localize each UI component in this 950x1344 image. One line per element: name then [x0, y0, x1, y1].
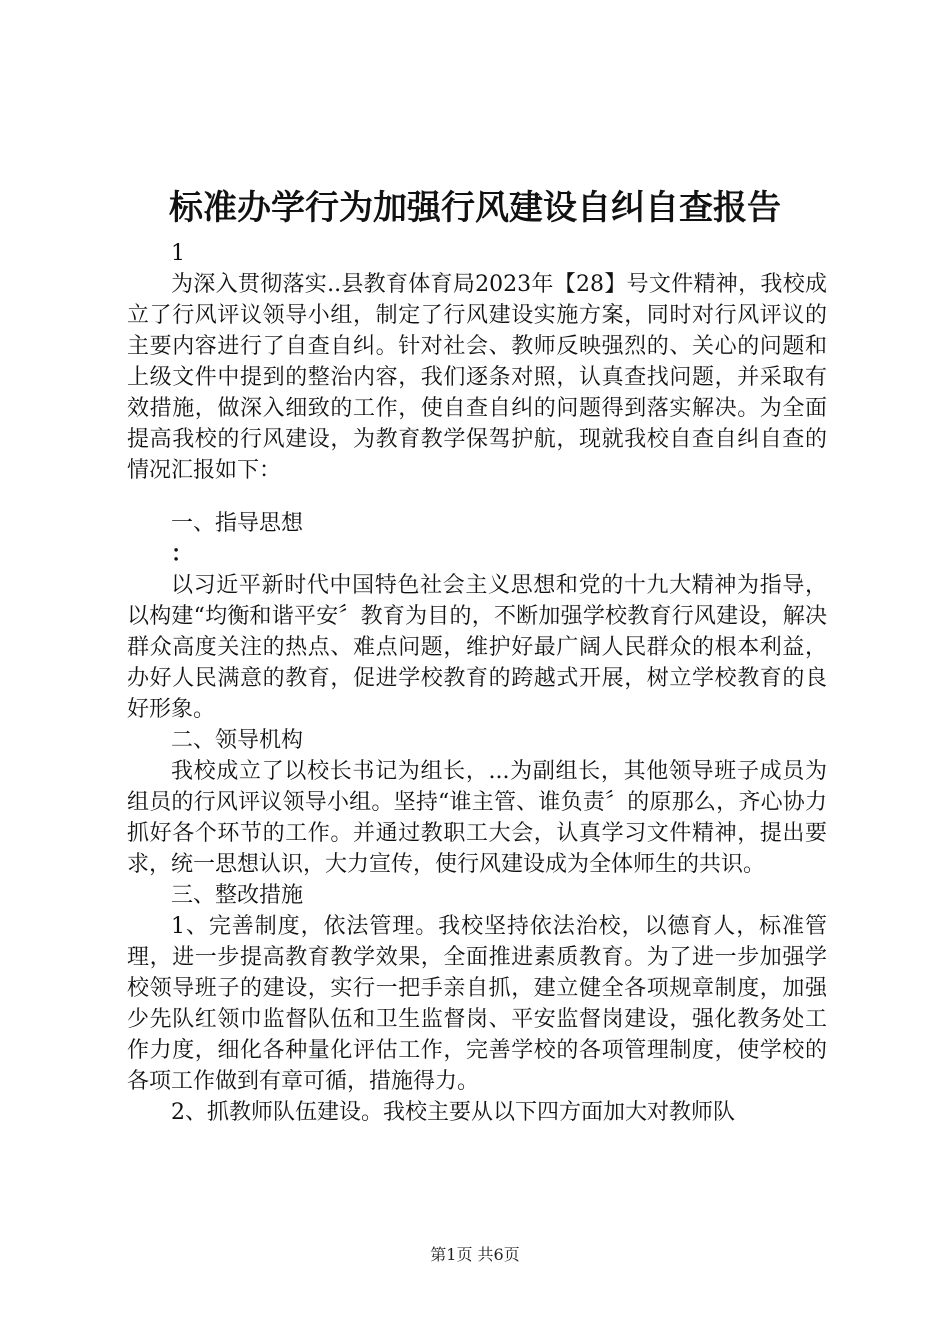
section-heading-guiding-thought: 一、指导思想	[171, 511, 304, 536]
section-heading-measures: 三、整改措施	[171, 883, 304, 908]
measures-paragraph-1: 1、完善制度，依法管理。我校坚持依法治校，以德育人，标准管理，进一步提高教育教学效果，全面推进素质教育。为了进一步加强学校领导班子的建设，实行一把手亲自抓，建立健全各项规章制度，加强少先队红领巾监督队伍和卫生监督岗、平安监督岗建设，强化教务处工作力度，细化各种量化评估工作，完善学校的各项管理制度，使学校的各项工作做到有章可循，措施得力。	[127, 914, 827, 1094]
measures-paragraph-2: 2、抓教师队伍建设。我校主要从以下四方面加大对教师队	[171, 1100, 735, 1125]
section-heading-leadership: 二、领导机构	[171, 728, 304, 753]
leadership-paragraph: 我校成立了以校长书记为组长，...为副组长，其他领导班子成员为组员的行风评议领导小组。坚持“谁主管、谁负责〞的原那么，齐心协力抓好各个环节的工作。并通过教职工大会，认真学习文件精神，提出要求，统一思想认识，大力宣传，使行风建设成为全体师生的共识。	[127, 759, 827, 877]
colon-marker: ：	[171, 541, 194, 567]
document-title: 标准办学行为加强行风建设自纠自查报告	[169, 188, 781, 228]
intro-paragraph: 为深入贯彻落实..县教育体育局2023年【28】号文件精神，我校成立了行风评议领导小组，制定了行风建设实施方案，同时对行风评议的主要内容进行了自查自纠。针对社会、教师反映强烈的、关心的问题和上级文件中提到的整治内容，我们逐条对照，认真查找问题，并采取有效措施，做深入细致的工作，使自查自纠的问题得到落实解决。为全面提高我校的行风建设，为教育教学保驾护航，现就我校自查自纠自查的情况汇报如下：	[127, 272, 827, 483]
guiding-thought-paragraph: 以习近平新时代中国特色社会主义思想和党的十九大精神为指导，以构建“均衡和谐平安〞教育为目的，不断加强学校教育行风建设，解决群众高度关注的热点、难点问题，维护好最广阔人民群众的根本利益，办好人民满意的教育，促进学校教育的跨越式开展，树立学校教育的良好形象。	[127, 573, 827, 722]
document-body	[127, 238, 827, 1128]
section-gap	[127, 486, 827, 508]
number-marker: 1	[171, 241, 185, 266]
page-footer: 第1页 共6页	[430, 1245, 520, 1264]
